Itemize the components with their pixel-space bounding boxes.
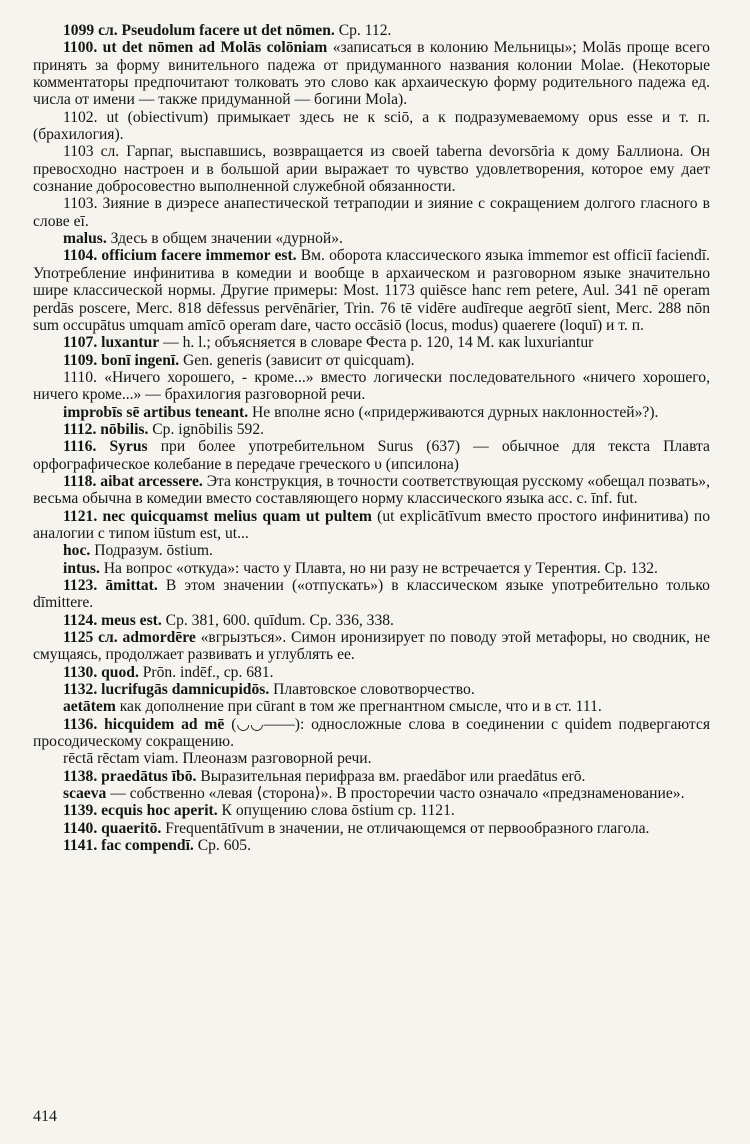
entry-headword: 1104. officium facere immemor est. <box>63 247 297 265</box>
entry-text: Prōn. indēf., ср. 681. <box>138 663 274 681</box>
entry-text: Ср. 605. <box>193 837 251 855</box>
entry-text: 1110. «Ничего хорошего, - кроме...» вместо логически последовательного «ничего хорошего, ничего кроме...» — брахилогия разговорной речи. <box>33 368 710 404</box>
entry-headword: 1112. nōbilis. <box>63 420 149 438</box>
commentary-entry <box>33 664 710 681</box>
commentary-entry <box>33 768 710 785</box>
entry-text: К опущению слова ōstium ср. 1121. <box>217 802 455 820</box>
commentary-entry <box>33 421 710 438</box>
commentary-entry <box>33 334 710 351</box>
commentary-entry <box>33 369 710 404</box>
entry-text: Ср. 381, 600. quīdum. Ср. 336, 338. <box>161 611 394 629</box>
entry-headword: intus. <box>63 559 100 577</box>
commentary-entry <box>33 837 710 854</box>
commentary-entry <box>33 143 710 195</box>
commentary-entry <box>33 785 710 802</box>
commentary-entry <box>33 698 710 715</box>
page-number: 414 <box>33 1108 57 1125</box>
entry-text: «записаться в колонию Мельницы»; Molās проще всего принять за форму винительного падежа от придуманного названия колонии Molae. (Некоторые комментаторы предпочитают толковать это слово как архаическую форму родительного падежа ед. числа от имени — также придуманной — богини Mola). <box>33 39 710 109</box>
entry-text: Здесь в общем значении «дурной». <box>106 230 343 248</box>
entry-text: Вм. оборота классического языка immemor est officiī faciendī. Употребление инфинитива в комедии и вообще в архаическом и разговорном языке значительно шире классической нормы. Другие примеры: Most. 1173 quiēsce hanc rem petere, Aul. 341 nē operam perdās poscere, Merc. 818 dēfessus pervēnārier, Trin. 76 tē vidēre audīreque aegrōtī sient, Merc. 288 nōn sum occupātus umquam amīcō operam dare, часто occāsiō (locus, modus) quaerere (loquī) и т. п. <box>33 247 710 334</box>
entry-text: — h. l.; объясняется в словаре Феста р. 120, 14 М. как luxuriantur <box>159 334 594 352</box>
entry-text: Gen. generis (зависит от quicquam). <box>179 351 415 369</box>
entry-text: Плавтовское словотворчество. <box>269 681 475 699</box>
entry-text: Ср. ignōbilis 592. <box>148 420 265 438</box>
entry-text: (ut explicātīvum вместо простого инфинитива) по аналогии с типом iūstum est, ut... <box>33 507 710 542</box>
commentary-entry <box>33 109 710 144</box>
entry-headword: scaeva <box>63 785 107 803</box>
entry-text: при более употребительном Surus (637) — обычное для текста Плавта орфографическое колебание в передаче греческого υ (ипсилона) <box>33 438 710 473</box>
entry-headword: aetātem <box>63 698 116 716</box>
entry-headword: 1107. luxantur <box>63 334 160 352</box>
commentary-entry <box>33 542 710 559</box>
entry-headword: 1124. meus est. <box>63 611 162 629</box>
commentary-entry <box>33 508 710 543</box>
entry-headword: 1118. aibat arcessere. <box>63 472 203 490</box>
entry-text: rēctā rēctam viam. Плеоназм разговорной речи. <box>63 750 372 768</box>
commentary-entry <box>33 247 710 334</box>
entry-text: 1102. ut (obiectivum) примыкает здесь не к sciō, а к подразумеваемому opus esse и т. п. (брахилогия). <box>33 108 710 144</box>
entry-headword: improbīs sē artibus teneant. <box>63 403 249 421</box>
entry-text: как дополнение при cūrant в том же прегнантном смысле, что и в ст. 111. <box>115 698 602 716</box>
entry-text: Подразум. ōstium. <box>90 542 213 560</box>
commentary-entry <box>33 352 710 369</box>
entry-headword: 1138. praedātus ībō. <box>63 767 197 785</box>
entry-headword: 1141. fac compendī. <box>63 837 194 855</box>
entry-headword: 1130. quod. <box>63 663 139 681</box>
entry-text: Выразительная перифраза вм. praedābor или praedātus erō. <box>196 767 586 785</box>
commentary-entry <box>33 577 710 612</box>
entry-headword: hoc. <box>63 542 91 560</box>
entry-text: На вопрос «откуда»: часто у Плавта, но ни разу не встречается у Терентия. Ср. 132. <box>99 559 658 577</box>
commentary-entry <box>33 195 710 230</box>
commentary-entry <box>33 230 710 247</box>
commentary-entry <box>33 39 710 108</box>
entry-headword: 1099 сл. Pseudolum facere ut det nōmen. <box>63 22 335 39</box>
entry-text: «вгрызться». Симон иронизирует по поводу этой метафоры, но сводник, не смущаясь, продолжает развивать и углублять ее. <box>33 629 710 664</box>
commentary-entry <box>33 802 710 819</box>
entry-text: 1103. Зияние в диэресе анапестической тетраподии и зияние с сокращением долгого гласного в слове eī. <box>33 195 710 230</box>
entry-headword: 1123. āmittat. <box>63 577 158 594</box>
entry-headword: 1100. ut det nōmen ad Molās colōniam <box>63 39 328 57</box>
entry-headword: malus. <box>63 230 107 248</box>
entry-headword: 1116. Syrus <box>63 438 148 456</box>
entry-text: Frequentātīvum в значении, не отличающемся от первообразного глагола. <box>161 819 650 837</box>
commentary-entry <box>33 438 710 473</box>
commentary-entry <box>33 473 710 508</box>
commentary-entry <box>33 681 710 698</box>
entry-headword: 1125 сл. admordēre <box>63 629 196 647</box>
entry-headword: 1136. hicquidem ad mē <box>63 715 225 733</box>
commentary-entry <box>33 716 710 751</box>
commentary-entry <box>33 612 710 629</box>
commentary-entry <box>33 820 710 837</box>
entry-text: (◡◡——): односложные слова в соединении с quidem подвергаются просодическому сокращению. <box>33 715 710 751</box>
entry-text: Не вполне ясно («придерживаются дурных наклонностей»?). <box>248 403 659 421</box>
entry-headword: 1139. ecquis hoc aperit. <box>63 802 218 820</box>
entry-text: В этом значении («отпускать») в классическом языке употребительно только dīmittere. <box>33 577 710 612</box>
entry-headword: 1132. lucrifugās damnicupidōs. <box>63 681 270 699</box>
entry-text: Эта конструкция, в точности соответствующая русскому «обещал позвать», весьма обычна в комедии вместо составляющего норму классического языка acc. с. īnf. fut. <box>33 472 711 508</box>
entry-headword: 1109. bonī ingenī. <box>63 351 180 369</box>
entry-headword: 1140. quaeritō. <box>63 819 162 837</box>
entry-headword: 1121. nec quicquamst melius quam ut pultem <box>63 507 372 525</box>
commentary-entry <box>33 22 710 39</box>
commentary-entries <box>33 22 710 855</box>
commentary-entry <box>33 560 710 577</box>
commentary-entry <box>33 404 710 421</box>
commentary-entry <box>33 750 710 767</box>
commentary-entry <box>33 629 710 664</box>
entry-text: — собственно «левая ⟨сторона⟩». В просторечии часто означало «предзнаменование». <box>106 785 685 803</box>
entry-text: Ср. 112. <box>334 22 392 39</box>
entry-text: 1103 сл. Гарпаг, выспавшись, возвращается из своей taberna devorsōria к дому Баллиона. Он превосходно настроен и в большой арии выражает то чувство удовлетворения, которое ему дает сознание добросовестно выполненной служебной обязанности. <box>33 143 710 196</box>
